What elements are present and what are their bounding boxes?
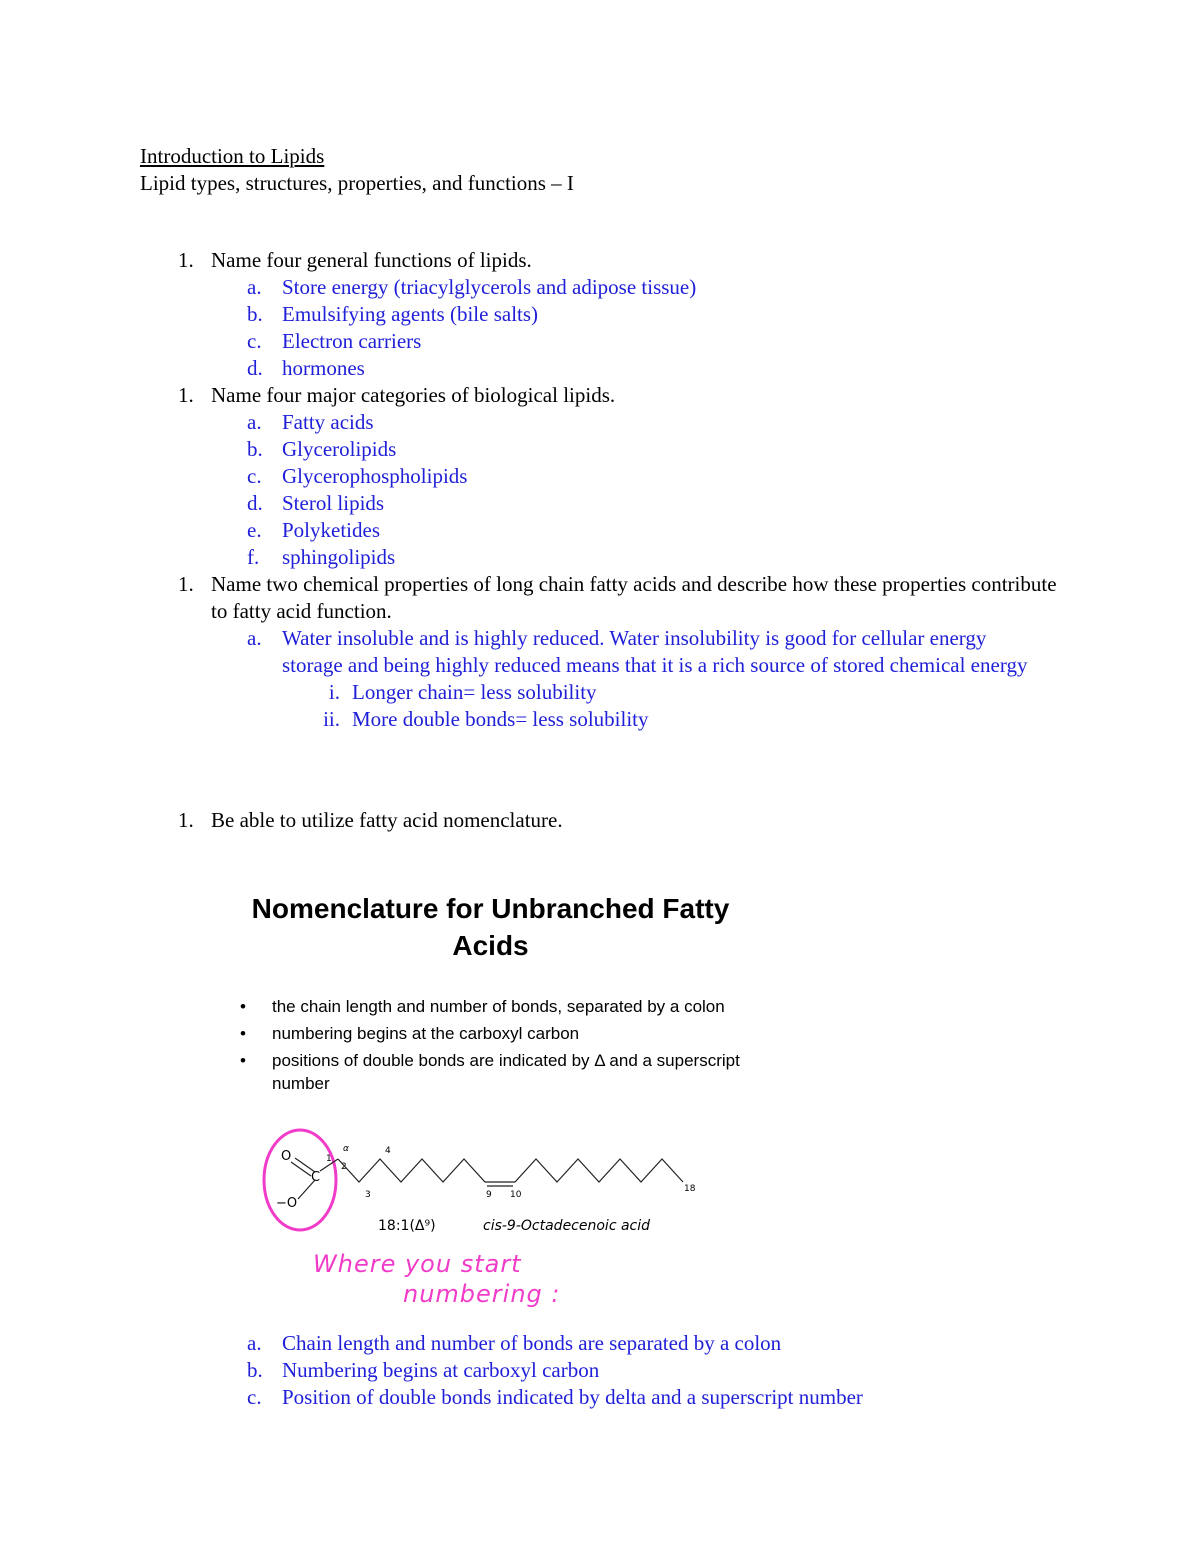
question-2 (140, 382, 1100, 409)
carbon-chain (338, 1159, 683, 1182)
answer-text: Position of double bonds indicated by delta and a superscript number (282, 1385, 863, 1409)
answer-item (140, 328, 1100, 355)
page-title: Introduction to Lipids (140, 144, 325, 168)
carbon-label: C (311, 1170, 321, 1185)
answer-text: Glycerophospholipids (282, 464, 468, 488)
answer-item (140, 301, 1100, 328)
answer-text: Water insoluble and is highly reduced. Water insolubility is good for cellular energy storage and being highly reduced means that it is a rich source of stored chemical energy (282, 626, 1028, 677)
carbon-number-2: 2 (341, 1162, 347, 1172)
figure-bullet-text: the chain length and number of bonds, separated by a colon (272, 997, 725, 1016)
carbon-number-9: 9 (486, 1190, 492, 1200)
answer-text: Fatty acids (282, 410, 374, 434)
question-4 (140, 807, 1100, 834)
answer-item (140, 1357, 1100, 1384)
figure-bullet-text: positions of double bonds are indicated by Δ and a superscript number (272, 1051, 740, 1093)
answer-letter: c. (247, 329, 262, 353)
sub-answer-text: Longer chain= less solubility (352, 680, 597, 704)
answer-item (140, 355, 1100, 382)
bullet-icon: • (240, 997, 246, 1016)
bullet-icon: • (240, 1024, 246, 1043)
answer-letter: d. (247, 491, 263, 515)
fatty-acid-name: cis-9-Octadecenoic acid (483, 1218, 651, 1234)
shorthand-notation: 18:1(Δ⁹) (378, 1218, 436, 1234)
answer-item (140, 1330, 1100, 1357)
figure-bullet (230, 1022, 750, 1045)
answer-letter: a. (247, 1331, 262, 1355)
question-number: 1. (178, 248, 194, 272)
answer-letter: d. (247, 356, 263, 380)
answer-letter: b. (247, 1358, 263, 1382)
answer-letter: c. (247, 464, 262, 488)
answer-text: Glycerolipids (282, 437, 397, 461)
carbon-number-10: 10 (510, 1190, 522, 1200)
answer-item (140, 436, 1100, 463)
answer-item (140, 544, 1100, 571)
answer-letter: f. (247, 545, 260, 569)
answer-item (140, 625, 1100, 679)
handwritten-annotation-line-2: numbering : (403, 1280, 561, 1308)
answer-item (140, 463, 1100, 490)
figure-bullet-text: numbering begins at the carboxyl carbon (272, 1024, 580, 1043)
answer-letter: c. (247, 1385, 262, 1409)
question-3 (140, 571, 1100, 625)
answer-item (140, 274, 1100, 301)
answer-text: Polyketides (282, 518, 380, 542)
question-1 (140, 247, 1100, 274)
answer-item (140, 1384, 1100, 1411)
sub-answer-number: ii. (323, 707, 340, 731)
answer-text: Emulsifying agents (bile salts) (282, 302, 539, 326)
question-text: Name four general functions of lipids. (211, 248, 532, 272)
nomenclature-figure (218, 880, 798, 1310)
handwritten-circle (264, 1130, 336, 1230)
answer-item (140, 517, 1100, 544)
page-subtitle: Lipid types, structures, properties, and functions – I (140, 171, 574, 195)
bullet-icon: • (240, 1051, 246, 1070)
answer-letter: a. (247, 410, 262, 434)
oxygen-top-label: O (281, 1149, 292, 1164)
figure-title-line-2: Acids (452, 930, 529, 961)
final-answer-list (140, 1330, 1100, 1411)
figure-bullet (230, 1049, 750, 1095)
question-text: Name four major categories of biological lipids. (211, 383, 616, 407)
sub-answer-item (140, 706, 1100, 733)
sub-answer-number: i. (328, 680, 340, 704)
carbon-number-18: 18 (684, 1184, 696, 1194)
answer-letter: b. (247, 437, 263, 461)
answer-text: Store energy (triacylglycerols and adipose tissue) (282, 275, 697, 299)
sub-answer-text: More double bonds= less solubility (352, 707, 649, 731)
carbon-number-1: 1 (326, 1154, 332, 1164)
figure-title (218, 890, 763, 964)
handwritten-annotation-line-1: Where you start (313, 1250, 522, 1278)
answer-item (140, 409, 1100, 436)
figure-bullet-list (230, 995, 750, 1099)
alpha-label: α (343, 1144, 349, 1154)
answer-letter: a. (247, 275, 262, 299)
document-body (140, 143, 1100, 834)
figure-title-line-1: Nomenclature for Unbranched Fatty (251, 893, 730, 924)
figure-bullet (230, 995, 750, 1018)
answer-text: Electron carriers (282, 329, 422, 353)
carbon-number-4: 4 (385, 1146, 391, 1156)
answer-text: Sterol lipids (282, 491, 385, 515)
carbon-number-3: 3 (365, 1190, 371, 1200)
question-number: 1. (178, 383, 194, 407)
answer-text: hormones (282, 356, 365, 380)
question-text: Be able to utilize fatty acid nomenclature. (211, 808, 563, 832)
answer-letter: b. (247, 302, 263, 326)
answer-text: Numbering begins at carboxyl carbon (282, 1358, 600, 1382)
answer-letter: a. (247, 626, 262, 650)
oxygen-bottom-label: −O (276, 1196, 298, 1211)
answer-text: sphingolipids (282, 545, 396, 569)
answer-letter: e. (247, 518, 262, 542)
question-text: Name two chemical properties of long chain fatty acids and describe how these properties contribute to fatty acid function. (211, 572, 1057, 623)
question-number: 1. (178, 808, 194, 832)
answer-item (140, 490, 1100, 517)
sub-answer-item (140, 679, 1100, 706)
answer-text: Chain length and number of bonds are separated by a colon (282, 1331, 782, 1355)
question-number: 1. (178, 572, 194, 596)
